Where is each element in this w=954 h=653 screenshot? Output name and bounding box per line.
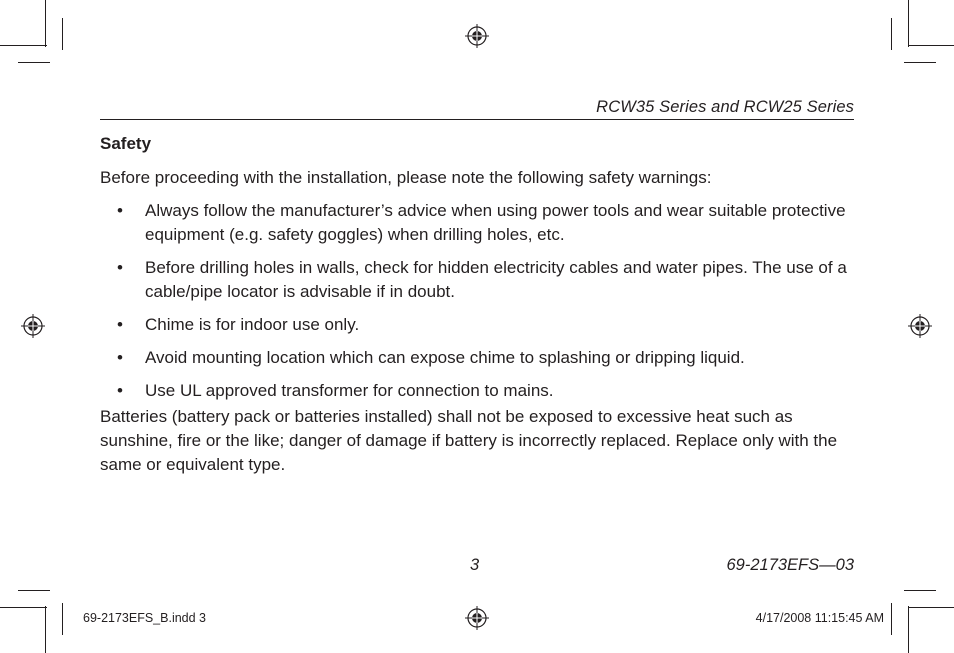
intro-paragraph: Before proceeding with the installation, please note the following safety warnings: [100, 168, 712, 187]
bullet-icon: • [117, 315, 123, 334]
crop-mark-top-right-h2 [904, 62, 936, 63]
crop-mark-top-right-v2 [891, 18, 892, 50]
list-item-text: Use UL approved transformer for connection to mains. [145, 381, 554, 400]
crop-mark-top-left-h2 [18, 62, 50, 63]
registration-target-icon [908, 314, 932, 338]
crop-mark-bottom-right-h2 [904, 590, 936, 591]
crop-mark-bottom-left-h2 [18, 590, 50, 591]
bullet-icon: • [117, 201, 123, 220]
safety-warnings-list [100, 199, 870, 412]
crop-mark-bottom-left-v2 [62, 603, 63, 635]
crop-mark-bottom-right-h [908, 607, 954, 608]
slug-filename: 69-2173EFS_B.indd 3 [83, 611, 207, 625]
list-item-text: Before drilling holes in walls, check for hidden electricity cables and water pipes. The use of a cable/pipe locator is advisable if in doubt. [145, 258, 847, 301]
crop-mark-top-right-v [908, 0, 909, 47]
crop-mark-top-left-h [0, 45, 47, 46]
crop-mark-bottom-left-h [0, 607, 47, 608]
bullet-icon: • [117, 348, 123, 367]
page-number: 3 [470, 556, 480, 574]
crop-mark-top-right-h [908, 45, 954, 46]
crop-mark-bottom-left-v [45, 606, 46, 653]
registration-target-icon [21, 314, 45, 338]
crop-mark-top-left-v2 [62, 18, 63, 50]
list-item-text: Chime is for indoor use only. [145, 315, 360, 334]
slug-timestamp: 4/17/2008 11:15:45 AM [755, 611, 884, 625]
header-rule [100, 119, 854, 120]
list-item [100, 379, 870, 403]
battery-warning-paragraph: Batteries (battery pack or batteries installed) shall not be exposed to excessive heat such as sunshine, fire or the like; danger of damage if battery is incorrectly replaced. Replace only with the same or equivalent type. [100, 407, 838, 474]
list-item [100, 199, 870, 247]
crop-mark-bottom-right-v [908, 606, 909, 653]
crop-mark-top-left-v [45, 0, 46, 47]
list-item [100, 313, 870, 337]
document-code: 69-2173EFS—03 [726, 556, 854, 574]
section-heading: Safety [100, 134, 152, 153]
crop-mark-bottom-right-v2 [891, 603, 892, 635]
running-header-title: RCW35 Series and RCW25 Series [596, 98, 854, 116]
list-item [100, 346, 870, 370]
list-item [100, 256, 870, 304]
registration-target-icon [465, 24, 489, 48]
bullet-icon: • [117, 381, 123, 400]
bullet-icon: • [117, 258, 123, 277]
registration-target-icon [465, 606, 489, 630]
list-item-text: Always follow the manufacturer’s advice when using power tools and wear suitable protective equipment (e.g. safety goggles) when drilling holes, etc. [145, 201, 846, 244]
list-item-text: Avoid mounting location which can expose chime to splashing or dripping liquid. [145, 348, 745, 367]
